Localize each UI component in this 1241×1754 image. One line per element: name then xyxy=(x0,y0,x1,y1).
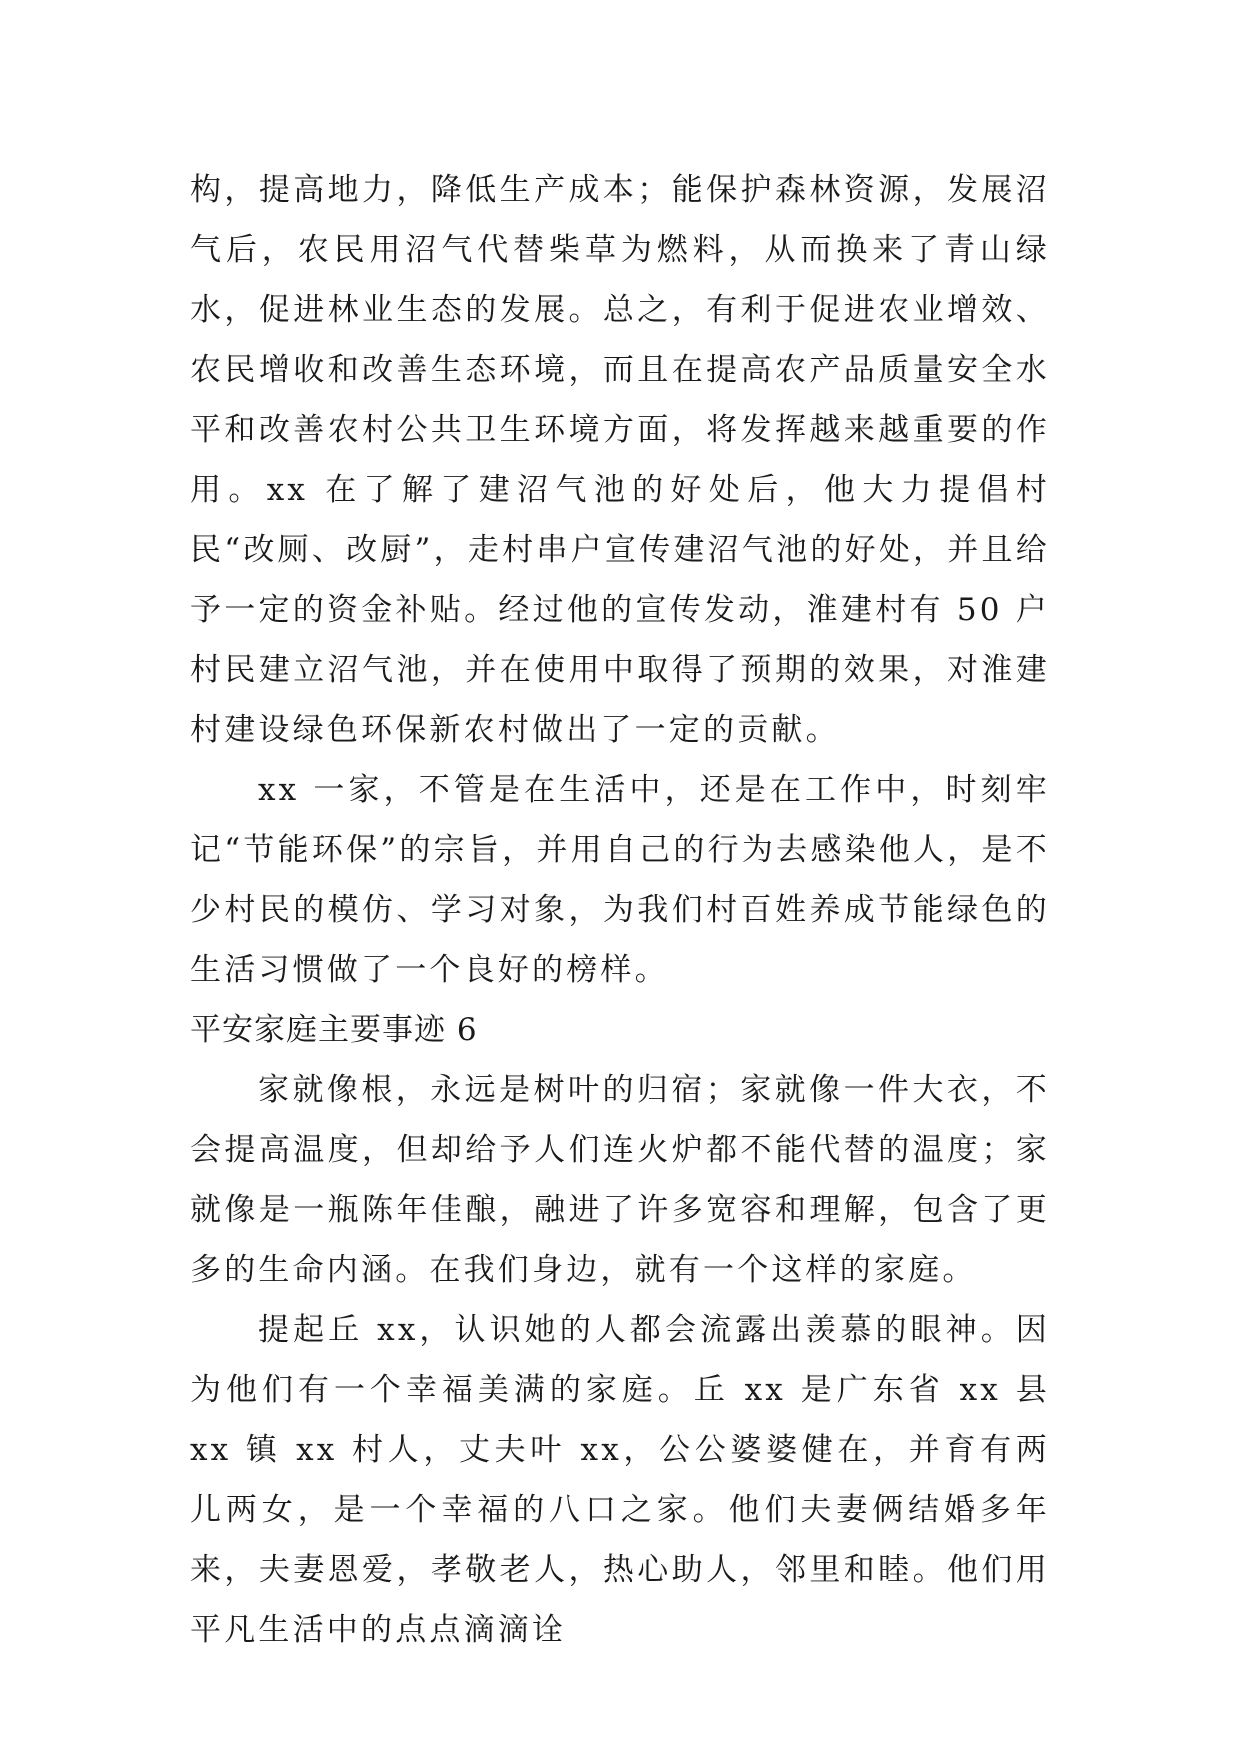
paragraph-qiu-family: 提起丘 xx，认识她的人都会流露出羡慕的眼神。因为他们有一个幸福美满的家庭。丘 xx 是广东省 xx 县 xx 镇 xx 村人，丈夫叶 xx，公公婆婆健在，并育有两儿两女，是一个幸福的八口之家。他们夫妻俩结婚多年来，夫妻恩爱，孝敬老人，热心助人，邻里和睦。他们用平凡生活中的点点滴滴诠 xyxy=(190,1312,1050,1648)
paragraph-family-environmental: xx 一家，不管是在生活中，还是在工作中，时刻牢记“节能环保”的宗旨，并用自己的行为去感染他人，是不少村民的模仿、学习对象，为我们村百姓养成节能绿色的生活习惯做了一个良好的榜样。 xyxy=(190,772,1050,988)
document-body xyxy=(190,160,1050,1660)
paragraph-family-metaphor: 家就像根，永远是树叶的归宿；家就像一件大衣，不会提高温度，但却给予人们连火炉都不能代替的温度；家就像是一瓶陈年佳酿，融进了许多宽容和理解，包含了更多的生命内涵。在我们身边，就有一个这样的家庭。 xyxy=(190,1072,1050,1288)
section-heading: 平安家庭主要事迹 6 xyxy=(190,1012,478,1048)
paragraph-biogas-benefits: 构，提高地力，降低生产成本；能保护森林资源，发展沼气后，农民用沼气代替柴草为燃料，从而换来了青山绿水，促进林业生态的发展。总之，有利于促进农业增效、农民增收和改善生态环境，而且在提高农产品质量安全水平和改善农村公共卫生环境方面，将发挥越来越重要的作用。xx 在了解了建沼气池的好处后，他大力提倡村民“改厕、改厨”，走村串户宣传建沼气池的好处，并且给予一定的资金补贴。经过他的宣传发动，淮建村有 50 户村民建立沼气池，并在使用中取得了预期的效果，对淮建村建设绿色环保新农村做出了一定的贡献。 xyxy=(190,172,1050,748)
